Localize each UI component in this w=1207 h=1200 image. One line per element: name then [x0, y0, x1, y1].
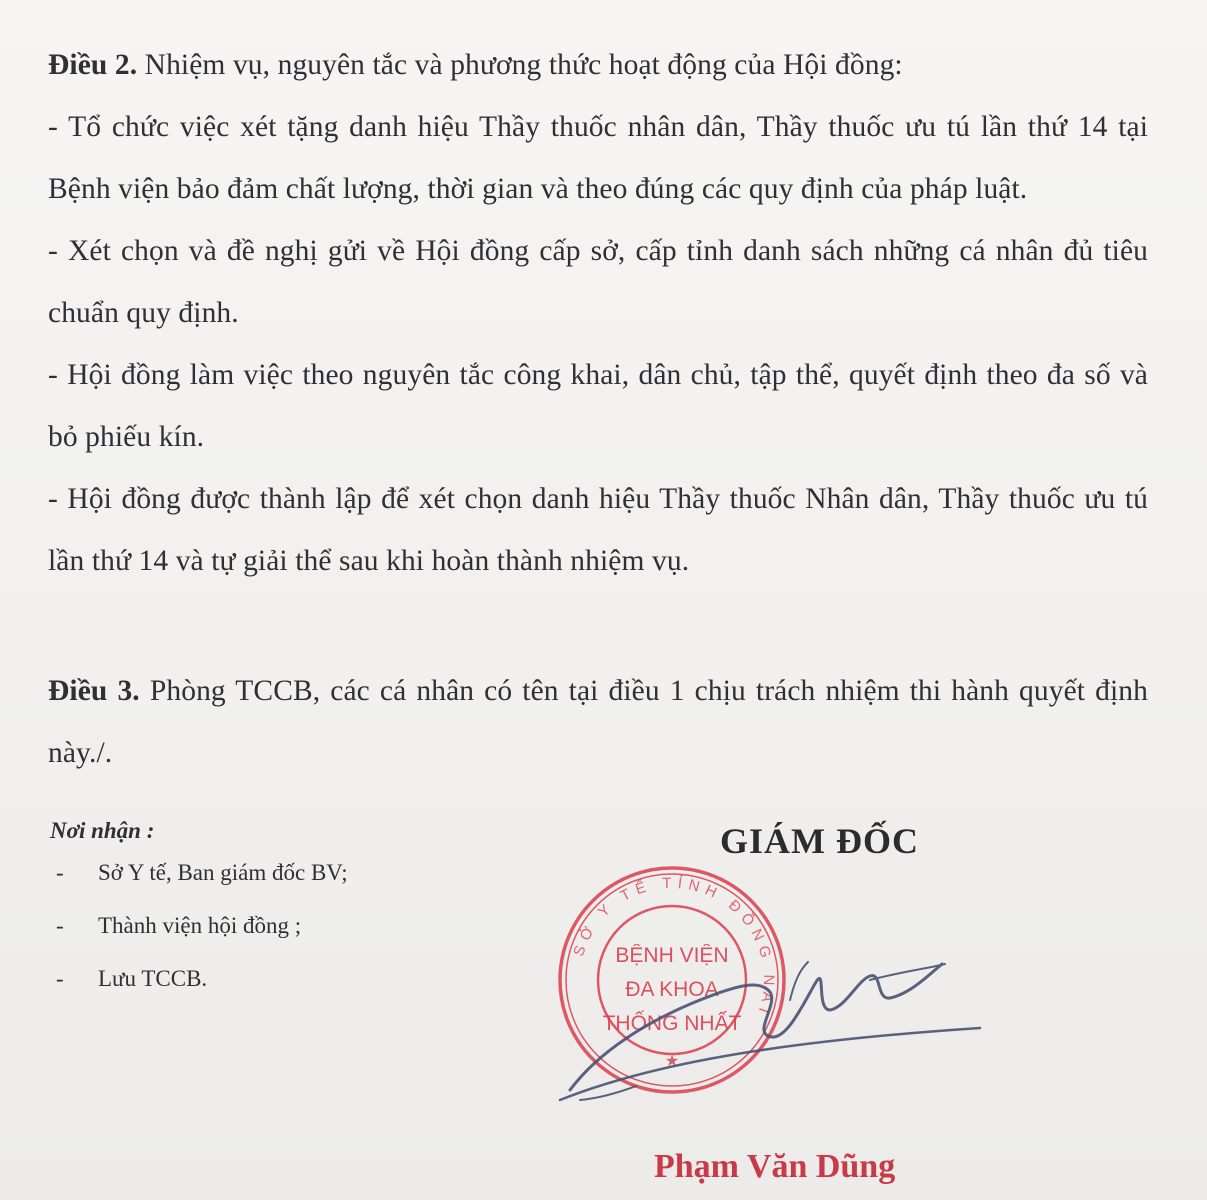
recipients-block	[50, 818, 490, 1019]
recipient-item: - Lưu TCCB.	[56, 966, 208, 991]
stamp-line-3: THỐNG NHẤT	[602, 1012, 742, 1035]
article-3-text: Phòng TCCB, các cá nhân có tên tại điều 1 chịu trách nhiệm thi hành quyết định này./.	[48, 675, 1149, 769]
article-2-item-3: - Hội đồng làm việc theo nguyên tắc công khai, dân chủ, tập thể, quyết định theo đa số và bỏ phiếu kín.	[48, 359, 1148, 453]
article-2-title: Nhiệm vụ, nguyên tắc và phương thức hoạt động của Hội đồng:	[137, 49, 903, 81]
article-3-paragraph	[48, 660, 1148, 784]
star-icon: ★	[664, 1053, 680, 1070]
recipient-item: - Thành viện hội đồng ;	[56, 913, 302, 938]
article-2-label: Điều 2.	[48, 49, 138, 81]
recipients-title: Nơi nhận :	[50, 818, 155, 843]
article-2-item-1: - Tổ chức việc xét tặng danh hiệu Thầy thuốc nhân dân, Thầy thuốc ưu tú lần thứ 14 tại Bệnh viện bảo đảm chất lượng, thời gian và theo đúng các quy định của pháp luật.	[48, 111, 1148, 205]
stamp-line-1: BỆNH VIỆN	[615, 944, 729, 967]
article-2	[48, 34, 1148, 592]
stamp-line-2: ĐA KHOA	[625, 978, 719, 1001]
article-2-item-4: - Hội đồng được thành lập để xét chọn danh hiệu Thầy thuốc Nhân dân, Thầy thuốc ưu tú lần thứ 14 và tự giải thể sau khi hoàn thành nhiệm vụ.	[48, 483, 1148, 577]
signer-name: Phạm Văn Dũng	[654, 1148, 896, 1185]
recipients-list	[50, 860, 490, 1019]
article-3	[48, 660, 1148, 784]
recipient-item: - Sở Y tế, Ban giám đốc BV;	[56, 860, 348, 885]
recipient-item-text: Lưu TCCB.	[98, 966, 208, 991]
stamp-ring-text: SỞ Y TẾ TỈNH ĐỒNG NAI	[570, 874, 778, 1021]
handwritten-signature	[540, 940, 1000, 1120]
recipient-item-text: Sở Y tế, Ban giám đốc BV;	[98, 860, 348, 885]
article-2-item-2: - Xét chọn và đề nghị gửi về Hội đồng cấp sở, cấp tỉnh danh sách những cá nhân đủ tiêu chuẩn quy định.	[48, 235, 1148, 329]
director-title: GIÁM ĐỐC	[720, 821, 919, 861]
recipient-item-text: Thành viện hội đồng ;	[98, 913, 302, 938]
article-3-label: Điều 3.	[48, 675, 140, 707]
article-2-heading	[48, 34, 1148, 96]
